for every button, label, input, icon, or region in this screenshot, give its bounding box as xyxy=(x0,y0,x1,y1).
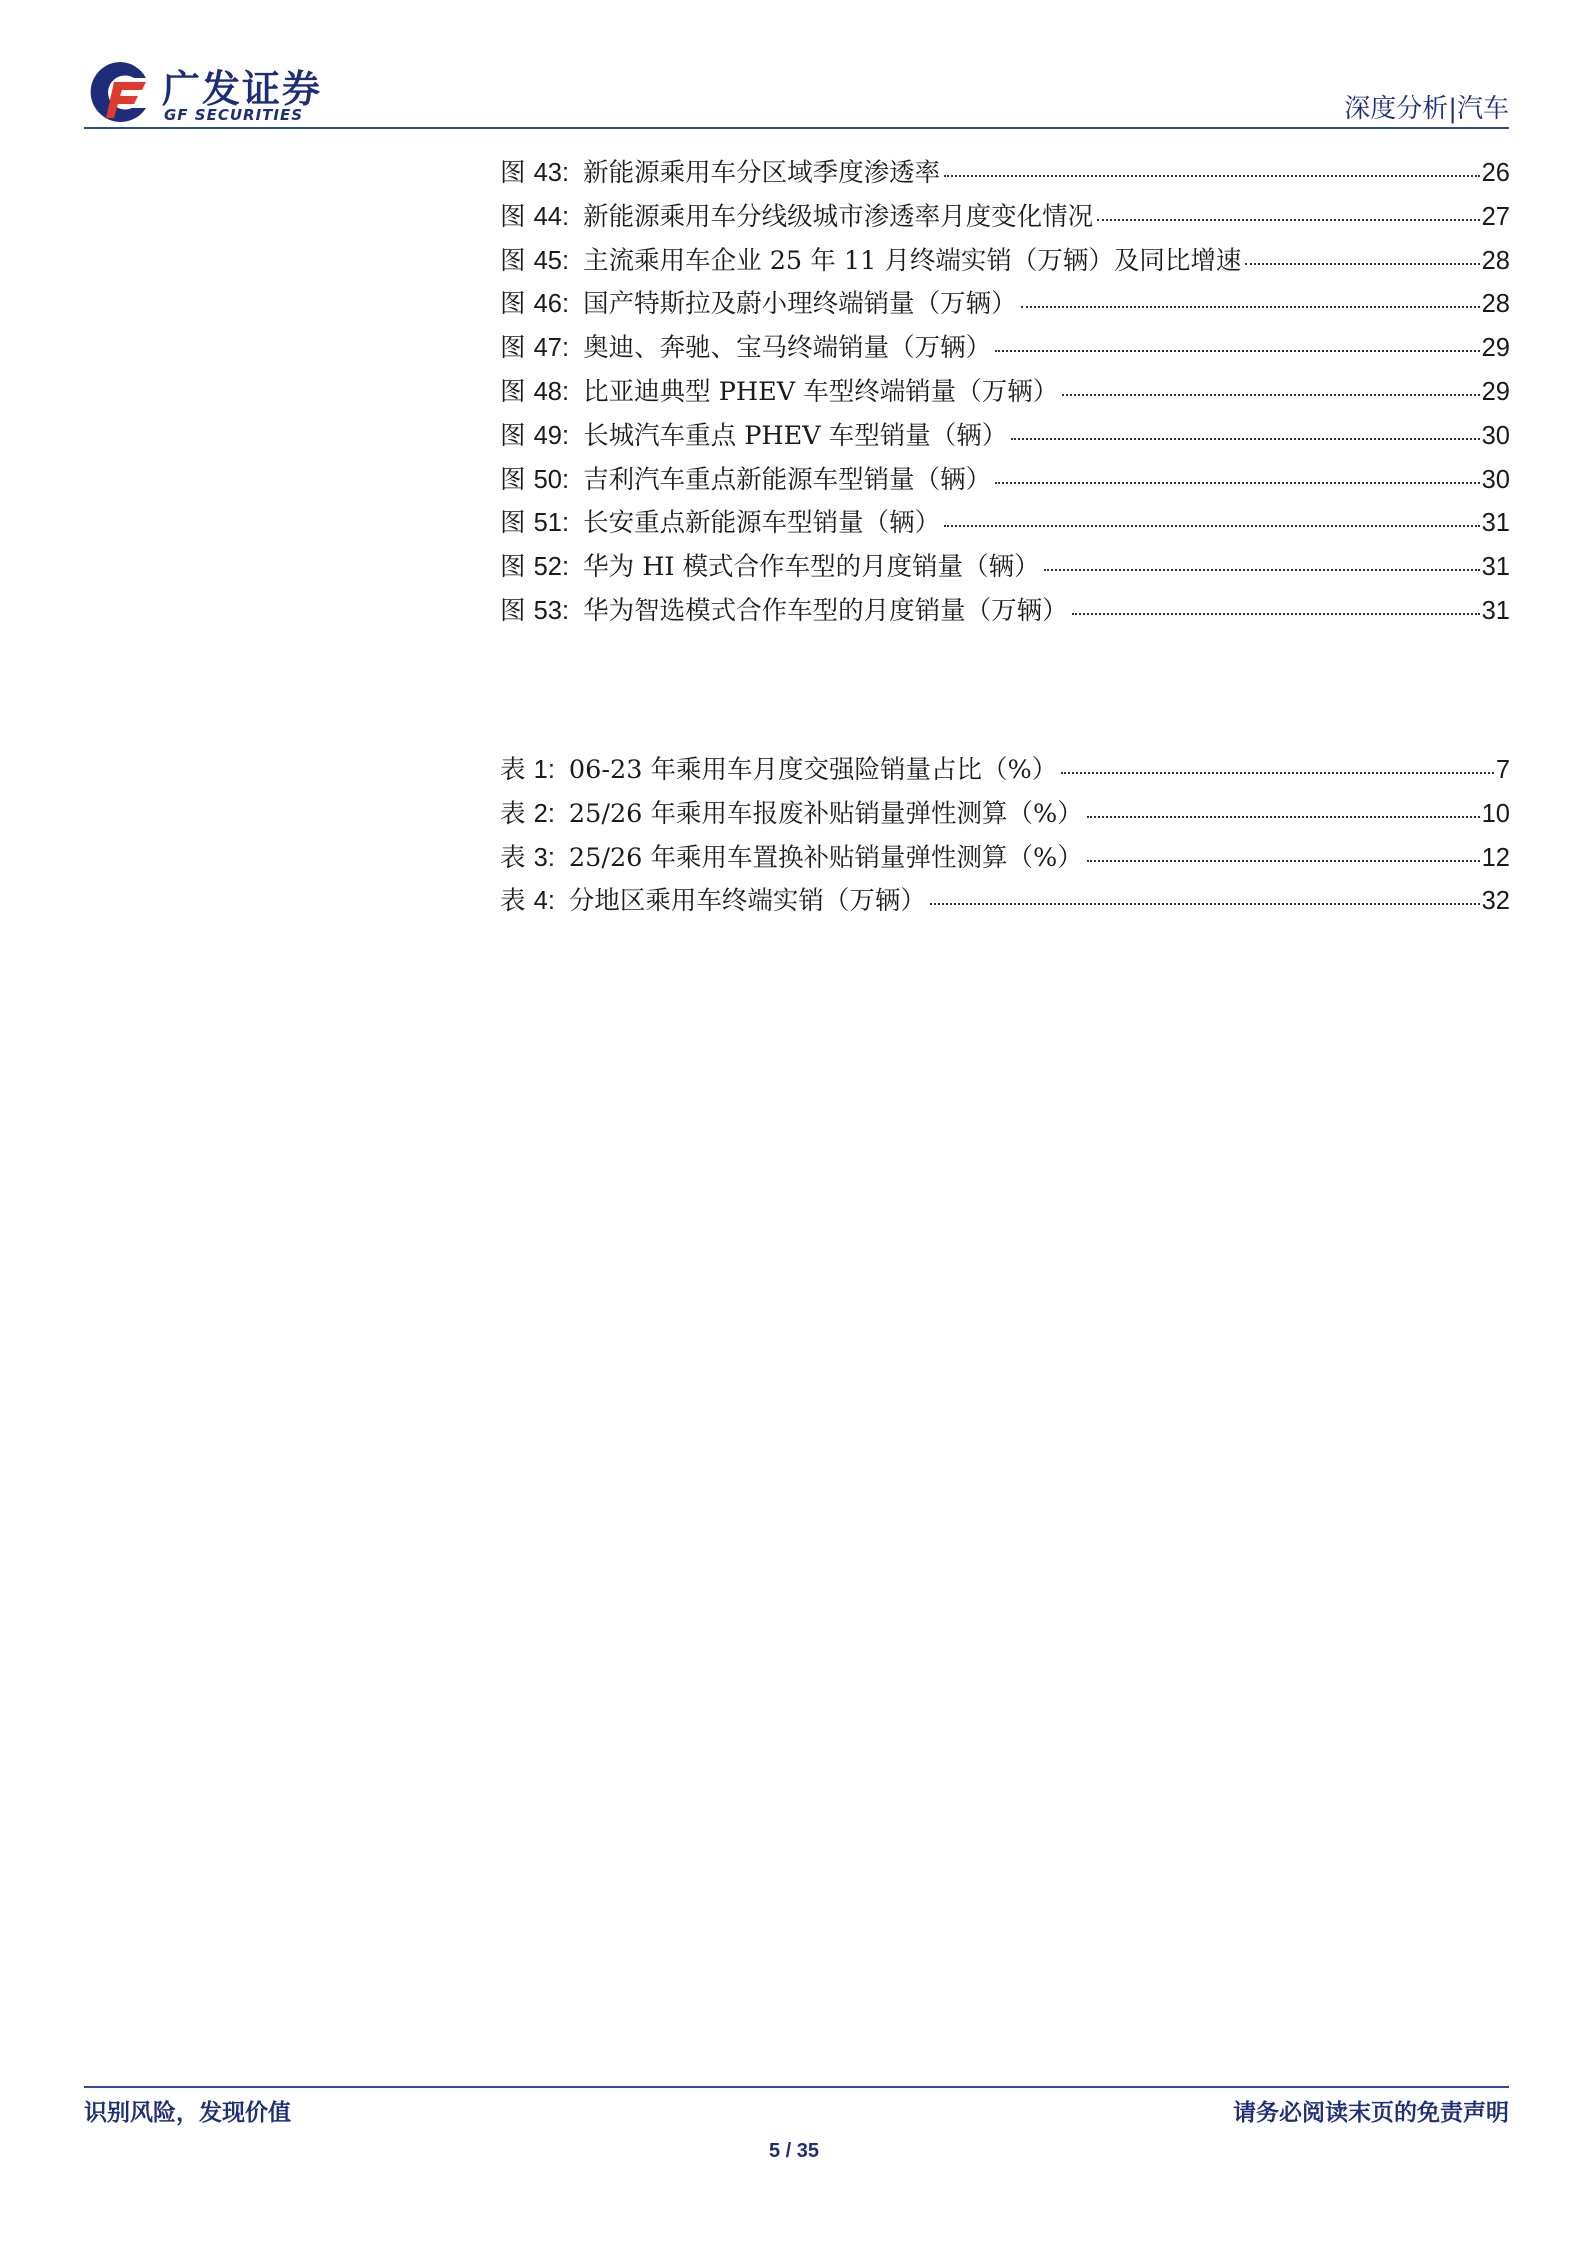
toc-entry-page: 26 xyxy=(1481,159,1510,187)
figure-index-entry[interactable] xyxy=(500,328,1510,372)
toc-entry-prefix: 表 xyxy=(500,798,526,829)
toc-dot-leader xyxy=(1087,860,1480,862)
toc-entry-label: 图 43: xyxy=(500,158,570,188)
toc-entry-title: 奥迪、奔驰、宝马终端销量（万辆） xyxy=(583,333,992,364)
toc-entry-title: 比亚迪典型 PHEV 车型终端销量（万辆） xyxy=(583,376,1059,407)
toc-entry-title: 25/26 年乘用车报废补贴销量弹性测算（%） xyxy=(568,798,1083,829)
page-header xyxy=(0,0,1588,140)
toc-entry-page: 28 xyxy=(1481,290,1510,319)
toc-dot-leader xyxy=(1062,394,1479,396)
toc-entry-title: 分地区乘用车终端实销（万辆） xyxy=(568,886,926,917)
toc-entry-number: 45 xyxy=(533,246,562,275)
toc-entry-number: 2 xyxy=(533,799,548,828)
gf-logo-icon xyxy=(84,56,156,128)
toc-entry-prefix: 图 xyxy=(500,376,526,407)
toc-entry-number: 43 xyxy=(533,159,562,187)
toc-entry-number: 53 xyxy=(533,596,562,625)
figure-index-entry[interactable] xyxy=(500,591,1510,635)
toc-dot-leader xyxy=(1011,438,1479,440)
footer-divider xyxy=(84,2086,1509,2088)
table-index xyxy=(500,750,1510,925)
toc-entry-page: 31 xyxy=(1481,509,1510,538)
toc-entry-number: 48 xyxy=(533,377,562,406)
toc-entry-page: 31 xyxy=(1481,596,1510,625)
toc-dot-leader xyxy=(930,903,1480,905)
toc-entry-page: 10 xyxy=(1481,799,1510,828)
toc-dot-leader xyxy=(995,482,1480,484)
toc-entry-prefix: 图 xyxy=(500,333,526,364)
toc-entry-title: 长安重点新能源车型销量（辆） xyxy=(583,508,941,539)
toc-entry-number: 1 xyxy=(533,756,548,784)
toc-entry-prefix: 图 xyxy=(500,158,526,188)
toc-entry-number: 3 xyxy=(533,843,548,872)
toc-entry-label: 图 53: xyxy=(500,595,570,626)
toc-entry-label: 图 52: xyxy=(500,552,570,583)
logo-chinese-name: 广发证券 xyxy=(162,67,323,111)
toc-dot-leader xyxy=(995,350,1480,352)
toc-entry-title: 吉利汽车重点新能源车型销量（辆） xyxy=(583,464,992,495)
table-index-entry[interactable] xyxy=(500,838,1510,882)
toc-entry-number: 49 xyxy=(533,421,562,450)
table-index-entry[interactable] xyxy=(500,794,1510,838)
toc-entry-label: 表 2: xyxy=(500,798,555,829)
toc-entry-title: 主流乘用车企业 25 年 11 月终端实销（万辆）及同比增速 xyxy=(583,245,1242,276)
toc-entry-prefix: 表 xyxy=(500,755,526,785)
toc-entry-label: 表 1: xyxy=(500,755,555,785)
toc-entry-title: 国产特斯拉及蔚小理终端销量（万辆） xyxy=(583,289,1017,320)
toc-dot-leader xyxy=(1087,816,1480,818)
toc-entry-prefix: 图 xyxy=(500,289,526,320)
toc-entry-page: 31 xyxy=(1481,553,1510,582)
toc-entry-title: 新能源乘用车分线级城市渗透率月度变化情况 xyxy=(583,201,1094,232)
logo-english-name: GF SECURITIES xyxy=(164,106,304,124)
toc-entry-label: 图 48: xyxy=(500,376,570,407)
toc-entry-title: 华为 HI 模式合作车型的月度销量（辆） xyxy=(583,552,1040,583)
toc-entry-label: 图 49: xyxy=(500,420,570,451)
toc-entry-label: 图 46: xyxy=(500,289,570,320)
figure-index-entry[interactable] xyxy=(500,547,1510,591)
toc-entry-title: 06-23 年乘用车月度交强险销量占比（%） xyxy=(568,755,1058,785)
toc-dot-leader xyxy=(1061,772,1494,774)
toc-dot-leader xyxy=(944,175,1480,177)
toc-entry-number: 46 xyxy=(533,290,562,319)
toc-entry-page: 29 xyxy=(1481,334,1510,363)
page-number: 5 / 35 xyxy=(768,2140,820,2162)
table-index-entry[interactable] xyxy=(500,881,1510,925)
footer-disclaimer-note: 请务必阅读末页的免责声明 xyxy=(1233,2100,1509,2126)
toc-entry-number: 44 xyxy=(533,202,562,231)
footer-slogan: 识别风险，发现价值 xyxy=(84,2100,291,2126)
toc-dot-leader xyxy=(1097,219,1480,221)
toc-entry-number: 50 xyxy=(533,465,562,494)
toc-entry-page: 28 xyxy=(1481,246,1510,275)
toc-entry-title: 华为智选模式合作车型的月度销量（万辆） xyxy=(583,595,1068,626)
toc-entry-page: 7 xyxy=(1495,756,1510,784)
toc-dot-leader xyxy=(1072,613,1480,615)
toc-entry-page: 29 xyxy=(1481,377,1510,406)
toc-entry-label: 图 44: xyxy=(500,201,570,232)
figure-index-entry[interactable] xyxy=(500,284,1510,328)
toc-entry-number: 51 xyxy=(533,509,562,538)
toc-entry-prefix: 图 xyxy=(500,552,526,583)
figure-index-entry[interactable] xyxy=(500,197,1510,241)
toc-entry-page: 30 xyxy=(1481,465,1510,494)
toc-entry-label: 表 4: xyxy=(500,886,555,917)
toc-entry-prefix: 图 xyxy=(500,508,526,539)
toc-dot-leader xyxy=(944,525,1480,527)
toc-entry-label: 图 51: xyxy=(500,508,570,539)
toc-entry-label: 图 50: xyxy=(500,464,570,495)
toc-entry-prefix: 图 xyxy=(500,420,526,451)
toc-entry-prefix: 表 xyxy=(500,842,526,873)
toc-entry-prefix: 图 xyxy=(500,595,526,626)
toc-entry-title: 25/26 年乘用车置换补贴销量弹性测算（%） xyxy=(568,842,1083,873)
toc-entry-label: 图 45: xyxy=(500,245,570,276)
figure-index-entry[interactable] xyxy=(500,372,1510,416)
toc-entry-page: 32 xyxy=(1481,887,1510,916)
toc-entry-label: 表 3: xyxy=(500,842,555,873)
toc-entry-page: 12 xyxy=(1481,843,1510,872)
figure-index-entry[interactable] xyxy=(500,241,1510,285)
toc-dot-leader xyxy=(1044,569,1480,571)
toc-entry-prefix: 图 xyxy=(500,464,526,495)
toc-dot-leader xyxy=(1245,263,1479,265)
toc-entry-page: 27 xyxy=(1481,202,1510,231)
toc-entry-prefix: 图 xyxy=(500,245,526,276)
toc-entry-number: 52 xyxy=(533,553,562,582)
figure-index xyxy=(500,153,1510,635)
header-divider xyxy=(84,127,1509,129)
toc-entry-prefix: 表 xyxy=(500,886,526,917)
figure-index-entry[interactable] xyxy=(500,153,1510,197)
figure-index-entry[interactable] xyxy=(500,503,1510,547)
toc-entry-number: 4 xyxy=(533,887,548,916)
toc-entry-title: 长城汽车重点 PHEV 车型销量（辆） xyxy=(583,420,1008,451)
toc-entry-page: 30 xyxy=(1481,421,1510,450)
toc-entry-prefix: 图 xyxy=(500,201,526,232)
table-index-entry[interactable] xyxy=(500,750,1510,794)
toc-dot-leader xyxy=(1021,306,1480,308)
figure-index-entry[interactable] xyxy=(500,416,1510,460)
report-type-label: 深度分析|汽车 xyxy=(1344,94,1509,124)
figure-index-entry[interactable] xyxy=(500,460,1510,504)
toc-entry-label: 图 47: xyxy=(500,333,570,364)
gf-securities-logo xyxy=(84,56,344,128)
toc-entry-number: 47 xyxy=(533,334,562,363)
toc-entry-title: 新能源乘用车分区域季度渗透率 xyxy=(583,158,941,188)
